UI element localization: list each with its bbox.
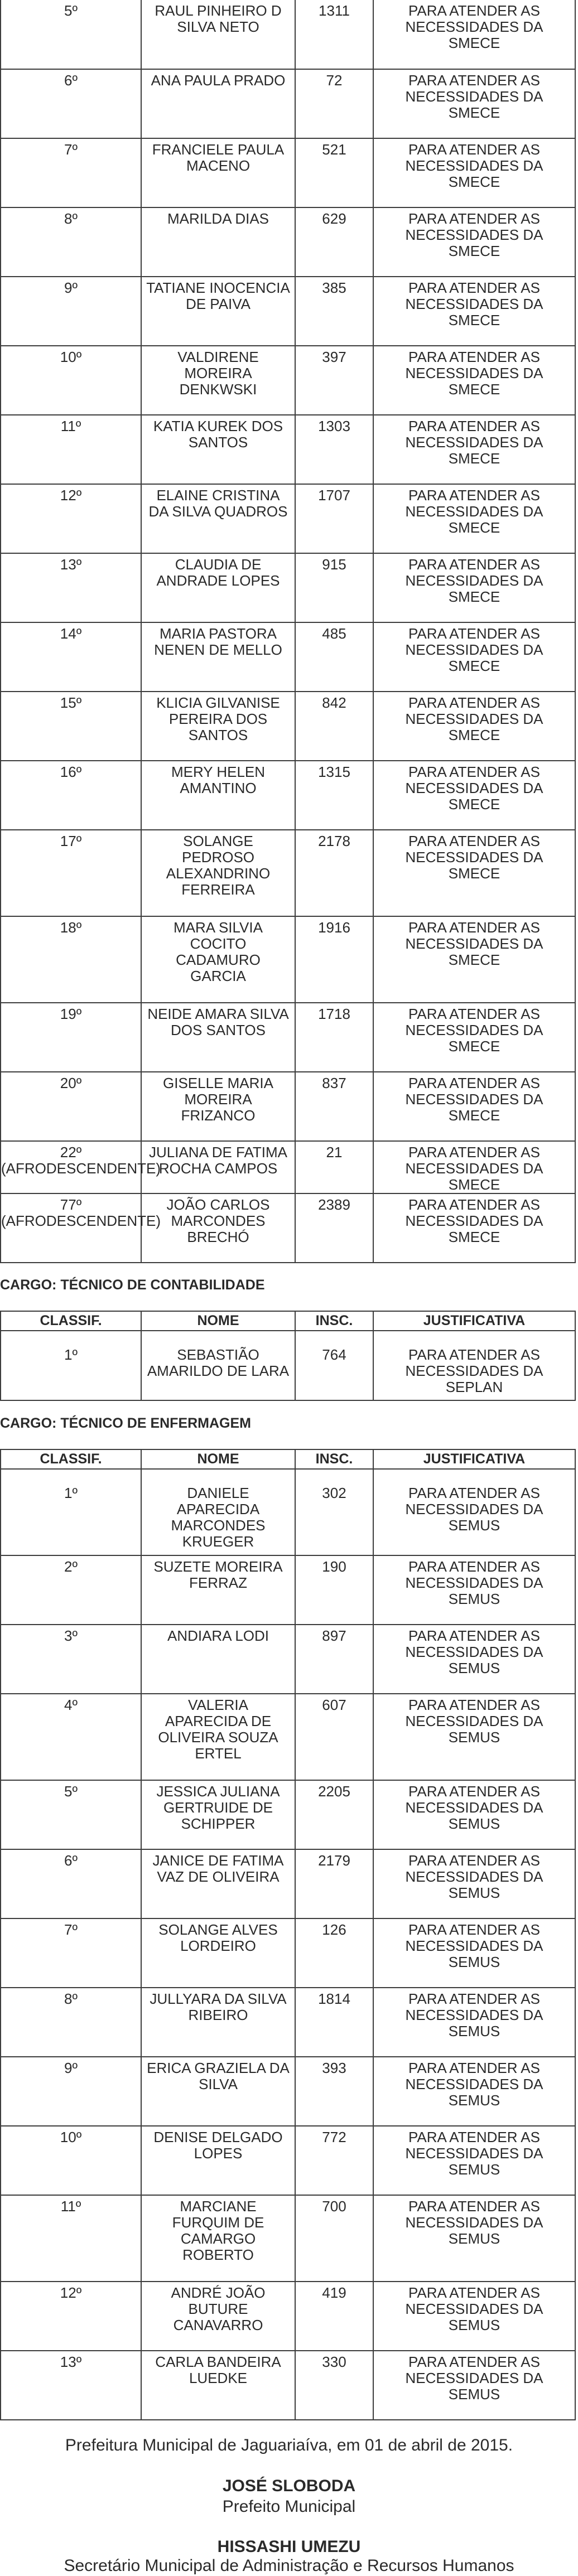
justificativa-cell: PARA ATENDER AS NECESSIDADES DA SEMUS xyxy=(373,2351,575,2420)
table-row xyxy=(1,761,575,830)
header-nome: NOME xyxy=(141,1449,295,1469)
table-row xyxy=(1,1072,575,1141)
nome-cell: SOLANGE ALVES LORDEIRO xyxy=(141,1918,295,1988)
header-insc: INSC. xyxy=(295,1311,373,1331)
insc-cell: 21 xyxy=(295,1141,373,1193)
justificativa-cell: PARA ATENDER AS NECESSIDADES DA SMECE xyxy=(373,830,575,916)
classif-cell: 7º xyxy=(1,138,141,207)
header-justificativa: JUSTIFICATIVA xyxy=(373,1311,575,1331)
classif-cell: 16º xyxy=(1,761,141,830)
classif-cell: 20º xyxy=(1,1072,141,1141)
insc-cell: 302 xyxy=(295,1469,373,1555)
justificativa-cell: PARA ATENDER AS NECESSIDADES DA SEMUS xyxy=(373,1625,575,1694)
nome-cell: FRANCIELE PAULA MACENO xyxy=(141,138,295,207)
justificativa-cell: PARA ATENDER AS NECESSIDADES DA SMECE xyxy=(373,69,575,138)
justificativa-cell: PARA ATENDER AS NECESSIDADES DA SMECE xyxy=(373,1141,575,1193)
nome-cell: MERY HELEN AMANTINO xyxy=(141,761,295,830)
nome-cell: CARLA BANDEIRA LUEDKE xyxy=(141,2351,295,2420)
justificativa-cell: PARA ATENDER AS NECESSIDADES DA SEMUS xyxy=(373,2195,575,2282)
nome-cell: KLICIA GILVANISE PEREIRA DOS SANTOS xyxy=(141,692,295,761)
nome-cell: SEBASTIÃO AMARILDO DE LARA xyxy=(141,1331,295,1400)
nome-cell: ERICA GRAZIELA DA SILVA xyxy=(141,2057,295,2126)
table-row xyxy=(1,415,575,484)
justificativa-cell: PARA ATENDER AS NECESSIDADES DA SMECE xyxy=(373,277,575,346)
table-row xyxy=(1,1331,575,1400)
table-row xyxy=(1,2282,575,2351)
justificativa-cell: PARA ATENDER AS NECESSIDADES DA SEPLAN xyxy=(373,1331,575,1400)
table-row xyxy=(1,138,575,207)
table-row xyxy=(1,830,575,916)
classif-cell: 11º xyxy=(1,2195,141,2282)
classif-cell: 9º xyxy=(1,2057,141,2126)
justificativa-cell: PARA ATENDER AS NECESSIDADES DA SMECE xyxy=(373,916,575,1003)
classif-cell: 17º xyxy=(1,830,141,916)
justificativa-cell: PARA ATENDER AS NECESSIDADES DA SEMUS xyxy=(373,2282,575,2351)
justificativa-cell: PARA ATENDER AS NECESSIDADES DA SMECE xyxy=(373,622,575,692)
classif-cell: 6º xyxy=(1,69,141,138)
table-header-row xyxy=(1,1311,575,1331)
table-row xyxy=(1,1918,575,1988)
insc-cell: 700 xyxy=(295,2195,373,2282)
justificativa-cell: PARA ATENDER AS NECESSIDADES DA SMECE xyxy=(373,207,575,277)
nome-cell: SOLANGE PEDROSO ALEXANDRINO FERREIRA xyxy=(141,830,295,916)
nome-cell: SUZETE MOREIRA FERRAZ xyxy=(141,1555,295,1625)
nome-cell: TATIANE INOCENCIA DE PAIVA xyxy=(141,277,295,346)
justificativa-cell: PARA ATENDER AS NECESSIDADES DA SMECE xyxy=(373,484,575,553)
justificativa-cell: PARA ATENDER AS NECESSIDADES DA SMECE xyxy=(373,761,575,830)
justificativa-cell: PARA ATENDER AS NECESSIDADES DA SEMUS xyxy=(373,1469,575,1555)
nome-cell: JULLYARA DA SILVA RIBEIRO xyxy=(141,1988,295,2057)
justificativa-cell: PARA ATENDER AS NECESSIDADES DA SEMUS xyxy=(373,1780,575,1849)
insc-cell: 1814 xyxy=(295,1988,373,2057)
classif-cell: 4º xyxy=(1,1694,141,1780)
nome-cell: ANDIARA LODI xyxy=(141,1625,295,1694)
justificativa-cell: PARA ATENDER AS NECESSIDADES DA SEMUS xyxy=(373,1849,575,1918)
insc-cell: 2205 xyxy=(295,1780,373,1849)
nome-cell: VALERIA APARECIDA DE OLIVEIRA SOUZA ERTEL xyxy=(141,1694,295,1780)
classif-cell: 2º xyxy=(1,1555,141,1625)
smece-results-table xyxy=(0,0,576,1263)
classif-cell: 8º xyxy=(1,1988,141,2057)
table-row xyxy=(1,69,575,138)
classif-cell: 13º xyxy=(1,2351,141,2420)
table-row xyxy=(1,1780,575,1849)
nome-cell: MARA SILVIA COCITO CADAMURO GARCIA xyxy=(141,916,295,1003)
nome-cell: MARILDA DIAS xyxy=(141,207,295,277)
place-date-line: Prefeitura Municipal de Jaguariaíva, em 01 de abril de 2015. xyxy=(65,2436,513,2454)
cargo-heading-enfermagem: CARGO: TÉCNICO DE ENFERMAGEM xyxy=(0,1415,251,1431)
insc-cell: 629 xyxy=(295,207,373,277)
classif-cell: 1º xyxy=(1,1331,141,1400)
classif-cell: 12º xyxy=(1,2282,141,2351)
nome-cell: JANICE DE FATIMA VAZ DE OLIVEIRA xyxy=(141,1849,295,1918)
mayor-title: Prefeito Municipal xyxy=(222,2497,356,2516)
secretary-name: HISSASHI UMEZU xyxy=(217,2538,361,2556)
classif-cell: 18º xyxy=(1,916,141,1003)
nome-cell: ANDRÉ JOÃO BUTURE CANAVARRO xyxy=(141,2282,295,2351)
classif-cell: 15º xyxy=(1,692,141,761)
justificativa-cell: PARA ATENDER AS NECESSIDADES DA SMECE xyxy=(373,553,575,622)
insc-cell: 385 xyxy=(295,277,373,346)
classif-cell: 11º xyxy=(1,415,141,484)
table-row xyxy=(1,2057,575,2126)
classif-cell: 13º xyxy=(1,553,141,622)
justificativa-cell: PARA ATENDER AS NECESSIDADES DA SEMUS xyxy=(373,1555,575,1625)
classif-cell: 10º xyxy=(1,2126,141,2195)
table-row xyxy=(1,1141,575,1193)
insc-cell: 772 xyxy=(295,2126,373,2195)
insc-cell: 1303 xyxy=(295,415,373,484)
mayor-name: JOSÉ SLOBODA xyxy=(222,2477,356,2495)
table-row xyxy=(1,484,575,553)
header-insc: INSC. xyxy=(295,1449,373,1469)
nome-cell: ANA PAULA PRADO xyxy=(141,69,295,138)
justificativa-cell: PARA ATENDER AS NECESSIDADES DA SEMUS xyxy=(373,1988,575,2057)
insc-cell: 915 xyxy=(295,553,373,622)
table-row xyxy=(1,2126,575,2195)
classif-cell: 19º xyxy=(1,1003,141,1072)
justificativa-cell: PARA ATENDER AS NECESSIDADES DA SMECE xyxy=(373,1003,575,1072)
nome-cell: KATIA KUREK DOS SANTOS xyxy=(141,415,295,484)
classif-cell: 12º xyxy=(1,484,141,553)
nome-cell: JESSICA JULIANA GERTRUIDE DE SCHIPPER xyxy=(141,1780,295,1849)
classif-cell: 10º xyxy=(1,346,141,415)
justificativa-cell: PARA ATENDER AS NECESSIDADES DA SMECE xyxy=(373,138,575,207)
table-row xyxy=(1,1193,575,1263)
nome-cell: ELAINE CRISTINA DA SILVA QUADROS xyxy=(141,484,295,553)
table-row xyxy=(1,1555,575,1625)
table-row xyxy=(1,0,575,69)
nome-cell: VALDIRENE MOREIRA DENKWSKI xyxy=(141,346,295,415)
classif-cell: 1º xyxy=(1,1469,141,1555)
insc-cell: 2179 xyxy=(295,1849,373,1918)
insc-cell: 1916 xyxy=(295,916,373,1003)
insc-cell: 485 xyxy=(295,622,373,692)
secretary-title: Secretário Municipal de Administração e Recursos Humanos xyxy=(64,2556,514,2575)
nome-cell: NEIDE AMARA SILVA DOS SANTOS xyxy=(141,1003,295,1072)
classif-cell: 9º xyxy=(1,277,141,346)
enfermagem-results-table xyxy=(0,1449,576,2420)
table-row xyxy=(1,692,575,761)
insc-cell: 1707 xyxy=(295,484,373,553)
nome-cell: JULIANA DE FATIMA ROCHA CAMPOS xyxy=(141,1141,295,1193)
justificativa-cell: PARA ATENDER AS NECESSIDADES DA SMECE xyxy=(373,1072,575,1141)
table-row xyxy=(1,1849,575,1918)
classif-cell: 14º xyxy=(1,622,141,692)
insc-cell: 521 xyxy=(295,138,373,207)
justificativa-cell: PARA ATENDER AS NECESSIDADES DA SEMUS xyxy=(373,2057,575,2126)
nome-cell: DENISE DELGADO LOPES xyxy=(141,2126,295,2195)
insc-cell: 1718 xyxy=(295,1003,373,1072)
table-row xyxy=(1,2195,575,2282)
nome-cell: MARCIANE FURQUIM DE CAMARGO ROBERTO xyxy=(141,2195,295,2282)
header-nome: NOME xyxy=(141,1311,295,1331)
nome-cell: DANIELE APARECIDA MARCONDES KRUEGER xyxy=(141,1469,295,1555)
nome-cell: GISELLE MARIA MOREIRA FRIZANCO xyxy=(141,1072,295,1141)
header-classif: CLASSIF. xyxy=(1,1311,141,1331)
justificativa-cell: PARA ATENDER AS NECESSIDADES DA SMECE xyxy=(373,0,575,69)
justificativa-cell: PARA ATENDER AS NECESSIDADES DA SMECE xyxy=(373,415,575,484)
classif-cell: 3º xyxy=(1,1625,141,1694)
table-row xyxy=(1,622,575,692)
justificativa-cell: PARA ATENDER AS NECESSIDADES DA SEMUS xyxy=(373,1918,575,1988)
table-row xyxy=(1,1625,575,1694)
nome-cell: CLAUDIA DE ANDRADE LOPES xyxy=(141,553,295,622)
nome-cell: JOÃO CARLOS MARCONDES BRECHÓ xyxy=(141,1193,295,1263)
justificativa-cell: PARA ATENDER AS NECESSIDADES DA SEMUS xyxy=(373,1694,575,1780)
classif-cell: 22º (AFRODESCENDENTE) xyxy=(1,1141,141,1193)
table-row xyxy=(1,916,575,1003)
classif-cell: 5º xyxy=(1,1780,141,1849)
cargo-heading-contabilidade: CARGO: TÉCNICO DE CONTABILIDADE xyxy=(0,1277,265,1293)
header-justificativa: JUSTIFICATIVA xyxy=(373,1449,575,1469)
table-row xyxy=(1,207,575,277)
insc-cell: 393 xyxy=(295,2057,373,2126)
insc-cell: 2389 xyxy=(295,1193,373,1263)
table-row xyxy=(1,1003,575,1072)
table-row xyxy=(1,277,575,346)
insc-cell: 837 xyxy=(295,1072,373,1141)
table-row xyxy=(1,346,575,415)
justificativa-cell: PARA ATENDER AS NECESSIDADES DA SMECE xyxy=(373,1193,575,1263)
table-header-row xyxy=(1,1449,575,1469)
insc-cell: 2178 xyxy=(295,830,373,916)
justificativa-cell: PARA ATENDER AS NECESSIDADES DA SMECE xyxy=(373,346,575,415)
classif-cell: 7º xyxy=(1,1918,141,1988)
classif-cell: 8º xyxy=(1,207,141,277)
nome-cell: MARIA PASTORA NENEN DE MELLO xyxy=(141,622,295,692)
classif-cell: 5º xyxy=(1,0,141,69)
nome-cell: RAUL PINHEIRO D SILVA NETO xyxy=(141,0,295,69)
insc-cell: 842 xyxy=(295,692,373,761)
insc-cell: 897 xyxy=(295,1625,373,1694)
table-row xyxy=(1,553,575,622)
header-classif: CLASSIF. xyxy=(1,1449,141,1469)
insc-cell: 330 xyxy=(295,2351,373,2420)
table-row xyxy=(1,1988,575,2057)
insc-cell: 1315 xyxy=(295,761,373,830)
insc-cell: 190 xyxy=(295,1555,373,1625)
justificativa-cell: PARA ATENDER AS NECESSIDADES DA SEMUS xyxy=(373,2126,575,2195)
insc-cell: 419 xyxy=(295,2282,373,2351)
justificativa-cell: PARA ATENDER AS NECESSIDADES DA SMECE xyxy=(373,692,575,761)
insc-cell: 1311 xyxy=(295,0,373,69)
insc-cell: 397 xyxy=(295,346,373,415)
insc-cell: 607 xyxy=(295,1694,373,1780)
insc-cell: 764 xyxy=(295,1331,373,1400)
classif-cell: 6º xyxy=(1,1849,141,1918)
contabilidade-results-table xyxy=(0,1311,576,1401)
table-row xyxy=(1,1694,575,1780)
insc-cell: 126 xyxy=(295,1918,373,1988)
classif-cell: 77º (AFRODESCENDENTE) xyxy=(1,1193,141,1263)
table-row xyxy=(1,1469,575,1555)
table-row xyxy=(1,2351,575,2420)
insc-cell: 72 xyxy=(295,69,373,138)
